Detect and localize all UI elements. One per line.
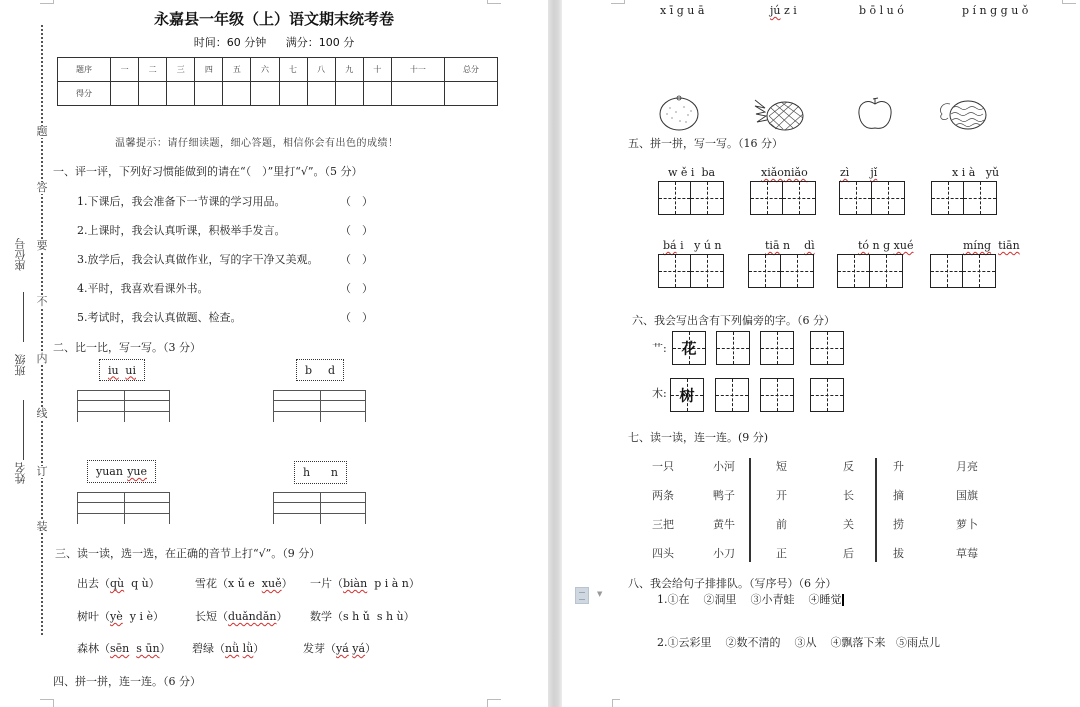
match-item[interactable]: 反 [843,460,854,473]
pinyin-option[interactable]: q ù [131,577,149,590]
score-cell[interactable] [167,82,195,106]
score-table-header-cell: 八 [307,58,335,82]
section2-title: 二、比一比，写一写。（3 分） [53,341,201,354]
match-item[interactable]: 萝卜 [956,518,978,531]
binding-char: 线 [36,407,48,420]
pinyin-b: ui [125,363,136,377]
example-char: 树 [679,386,695,405]
pinyin-choice: 一片（biàn p i à n） [310,577,420,590]
tianzige-grid[interactable] [810,378,844,412]
writing-lines[interactable] [77,492,170,524]
pinyin-option[interactable]: sēn [110,642,130,655]
tianzige-grid[interactable] [760,331,794,365]
section3-title: 三、读一读，选一选，在正确的音节上打“√”。（9 分） [55,547,321,560]
habit-answer-paren[interactable]: （ ） [340,253,373,266]
match-item[interactable]: 月亮 [956,460,978,473]
match-item[interactable]: 拔 [893,547,904,560]
score-table-header-cell: 总分 [444,58,497,82]
writing-lines[interactable] [77,390,170,422]
apple-icon[interactable] [856,96,894,132]
score-cell[interactable] [251,82,279,106]
match-item[interactable]: 正 [776,547,787,560]
score-table-header-cell: 三 [167,58,195,82]
match-item[interactable]: 短 [776,460,787,473]
choice-word: 雪花 [195,577,217,590]
binding-char: 要 [36,239,48,252]
tianzige-grid[interactable] [930,254,996,288]
pinyin-option[interactable]: qù [110,577,125,590]
habit-item: 1.下课后，我会准备下一节课的学习用品。 [77,195,286,208]
habit-item: 5.考试时，我会认真做题、检查。 [77,311,242,324]
section1-title: 一、评一评，下列好习惯能做到的请在“（ ）”里打“√”。（5 分） [53,165,363,178]
pinyin-option[interactable]: biàn [343,577,368,590]
match-item[interactable]: 黄牛 [713,518,735,531]
pinyin-option[interactable]: dǎn [255,610,277,623]
score-table-header-cell: 十一 [391,58,444,82]
choice-word: 出去 [77,577,99,590]
match-item[interactable]: 草莓 [956,547,978,560]
pinyin-choice: 雪花（x ǔ e xuě） [195,577,293,590]
score-table-header-row [58,58,498,82]
tianzige-grid[interactable] [716,331,750,365]
corner-mark [40,0,54,4]
choice-word: 碧绿 [192,642,214,655]
section7-title: 七、读一读，连一连。(9 分) [628,431,769,444]
chevron-down-icon[interactable]: ▼ [597,590,603,598]
score-table [57,57,498,106]
score-row-label: 得分 [58,82,111,106]
binding-char: 题 [36,125,48,138]
fruit-pinyin: jú z i [770,4,797,17]
pinyin-choice: 森林（sēn s ūn） [77,642,171,655]
choice-word: 数学 [310,610,332,623]
binding-char: 不 [36,295,48,308]
score-table-header-cell: 九 [335,58,363,82]
score-table-header-cell: 十 [363,58,391,82]
corner-mark [612,699,620,707]
tianzige-example [672,331,706,365]
paste-options-icon[interactable] [575,587,589,604]
score-table-header-cell: 四 [195,58,223,82]
column-divider [875,458,877,562]
binding-char: 内 [36,352,48,365]
compare-pair-box [294,461,347,484]
tianzige-grid[interactable] [715,378,749,412]
pineapple-icon[interactable] [753,96,805,132]
pinyin-option[interactable]: s ūn [136,642,160,655]
score-cell[interactable] [391,82,444,106]
match-item[interactable]: 后 [843,547,854,560]
pinyin-a: h [303,466,311,479]
word-pinyin: bá i y ú n [663,239,722,252]
match-item[interactable]: 小河 [713,460,735,473]
compare-pair-box [99,359,145,381]
pinyin-option[interactable]: s h ù [376,610,404,623]
pinyin-option[interactable]: s h ǔ [343,610,370,623]
word-pinyin: míng tiān [963,239,1020,252]
section5-title: 五、拼一拼，写一写。（16 分） [628,137,783,150]
tianzige-grid[interactable] [837,254,903,288]
page-gutter [548,0,562,707]
exam-hint: 温馨提示：请仔细读题，细心答题，相信你会有出色的成绩！ [115,138,399,149]
habit-answer-paren[interactable]: （ ） [340,195,373,208]
writing-lines[interactable] [273,390,366,422]
score-cell[interactable] [139,82,167,106]
corner-mark [487,0,501,4]
pinyin-option[interactable]: lǜ [242,642,254,655]
pinyin-choice: 长短（duǎndǎn） [195,610,288,623]
tianzige-grid[interactable] [931,181,997,215]
word-pinyin: w ě i ba [668,166,716,179]
score-cell[interactable] [223,82,251,106]
text-cursor [842,594,844,606]
fruit-pinyin: x ī g u ā [660,4,705,17]
pinyin-option[interactable]: yè [110,610,123,623]
corner-mark [487,699,501,707]
score-cell[interactable] [363,82,391,106]
word-pinyin: xiǎoniǎo [761,166,808,179]
score-table-header-cell: 题序 [58,58,111,82]
score-cell[interactable] [307,82,335,106]
pinyin-choice: 发芽（yá yá） [303,642,377,655]
word-pinyin: zì jǐ [840,166,878,179]
tianzige-grid[interactable] [748,254,814,288]
seat-number-field[interactable] [23,292,24,342]
watermelon-icon[interactable] [936,96,988,132]
score-table-header-cell: 七 [279,58,307,82]
pinyin-a: iu [108,363,119,377]
writing-lines[interactable] [273,492,366,524]
section6-title: 六、我会写出含有下列偏旁的字。（6 分） [632,314,835,327]
time-label: 时间：60 分钟 [193,36,267,49]
binding-dotted-line [41,25,43,635]
match-item[interactable]: 鸭子 [713,489,735,502]
pinyin-choice: 数学（s h ǔ s h ù） [310,610,415,623]
tianzige-grid[interactable] [760,378,794,412]
pinyin-choice: 碧绿（nǜ lǜ） [192,642,265,655]
tianzige-grid[interactable] [750,181,816,215]
score-table-header-cell: 二 [139,58,167,82]
orange-icon[interactable] [658,94,700,132]
pinyin-b: yue [127,465,147,478]
match-item[interactable]: 升 [893,460,904,473]
match-item[interactable]: 捞 [893,518,904,531]
score-cell[interactable] [335,82,363,106]
binding-char: 答 [36,181,48,194]
pinyin-b: n [330,466,338,479]
pinyin-option[interactable]: yá [352,642,366,655]
habit-answer-paren[interactable]: （ ） [340,282,373,295]
score-table-header-cell: 六 [251,58,279,82]
match-item[interactable]: 前 [776,518,787,531]
choice-word: 森林 [77,642,99,655]
fruit-pinyin: p í n g g u ǒ [962,4,1029,17]
habit-answer-paren[interactable]: （ ） [340,224,373,237]
match-item[interactable]: 摘 [893,489,904,502]
example-char: 花 [681,339,697,358]
sentence-1[interactable]: 1.①在 ②洞里 ③小青蛙 ④睡觉 [657,593,842,606]
score-table-header-cell: 一 [111,58,139,82]
score-cell[interactable] [111,82,139,106]
pinyin-choice: 出去（qù q ù） [77,577,160,590]
exam-title: 永嘉县一年级（上）语文期末统考卷 [153,10,394,28]
match-item[interactable]: 开 [776,489,787,502]
radical-label: 艹: [652,342,667,355]
exam-page-right [562,0,1080,707]
word-pinyin: tó n g xué [858,239,914,252]
corner-mark [40,699,54,707]
tianzige-grid[interactable] [839,181,905,215]
word-pinyin: tiā n dì [765,239,815,252]
compare-pair-box [296,359,344,381]
section8-title: 八、我会给句子排排队。（写序号）（6 分） [628,577,837,590]
score-table-header-cell: 五 [223,58,251,82]
tianzige-grid[interactable] [658,181,724,215]
fruit-pinyin: b ō l u ó [859,4,904,17]
column-divider [749,458,751,562]
pinyin-option[interactable]: yá [336,642,349,655]
pinyin-b: d [327,363,335,377]
match-item[interactable]: 长 [843,489,854,502]
pinyin-a: b [305,363,313,377]
choice-word: 长短 [195,610,217,623]
score-cell[interactable] [195,82,223,106]
habit-item: 4.平时，我喜欢看课外书。 [77,282,209,295]
class-label: 班级 [14,354,27,376]
match-item[interactable]: 小刀 [713,547,735,560]
binding-char: 订 [36,465,48,478]
name-label: 姓名 [14,462,27,484]
habit-item: 2.上课时，我会认真听课，积极举手发言。 [77,224,286,237]
match-item[interactable]: 关 [843,518,854,531]
radical-label: 木: [652,387,667,400]
full-score-label: 满分：100 分 [285,36,355,49]
pinyin-choice: 树叶（yè y i è） [77,610,164,623]
seat-number-label: 座位号 [14,238,27,271]
habit-item: 3.放学后，我会认真做作业，写的字干净又美观。 [77,253,319,266]
sentence-2[interactable]: 2.①云彩里 ②数不清的 ③从 ④飘落下来 ⑤雨点儿 [657,636,940,649]
match-item[interactable]: 三把 [652,518,674,531]
word-pinyin: x i à yǔ [952,166,1000,179]
score-cell[interactable] [444,82,497,106]
match-item[interactable]: 两条 [652,489,674,502]
section4-title: 四、拼一拼，连一连。（6 分） [53,675,201,688]
exam-subtitle [0,34,548,50]
choice-word: 发芽 [303,642,325,655]
pinyin-option[interactable]: nǜ [225,642,240,655]
pinyin-option[interactable]: duǎn [228,610,256,623]
corner-mark [611,0,625,4]
corner-mark [1062,0,1076,4]
pinyin-option[interactable]: x ǔ e [228,577,255,590]
pinyin-option[interactable]: y i è [129,610,153,623]
tianzige-example [670,378,704,412]
match-item[interactable]: 国旗 [956,489,978,502]
class-field[interactable] [23,400,24,460]
pinyin-option[interactable]: xuě [261,577,282,590]
score-cell[interactable] [279,82,307,106]
tianzige-grid[interactable] [658,254,724,288]
compare-pair-box [87,460,156,483]
habit-answer-paren[interactable]: （ ） [340,311,373,324]
pinyin-a: yuan [96,465,123,478]
pinyin-option[interactable]: p i à n [374,577,409,590]
tianzige-grid[interactable] [810,331,844,365]
match-item[interactable]: 一只 [652,460,674,473]
choice-word: 一片 [310,577,332,590]
binding-char: 装 [36,520,48,533]
score-table-score-row [58,82,498,106]
choice-word: 树叶 [77,610,99,623]
match-item[interactable]: 四头 [652,547,674,560]
